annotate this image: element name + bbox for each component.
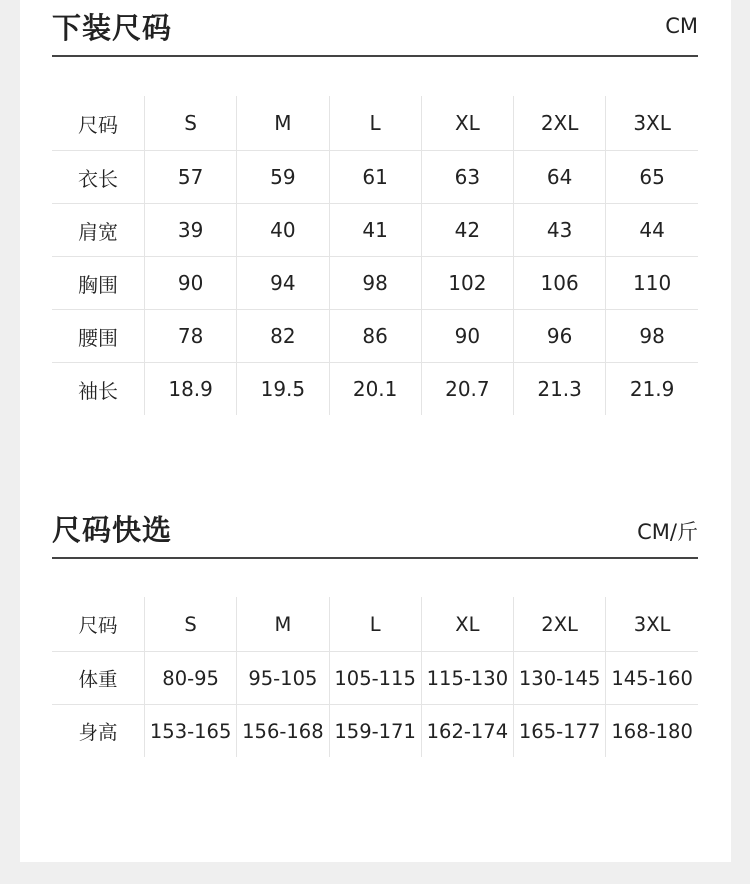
table-cell: 20.1 bbox=[329, 363, 421, 416]
table-cell: 21.9 bbox=[606, 363, 698, 416]
table-row bbox=[52, 257, 698, 310]
header-cell: 2XL bbox=[514, 597, 606, 652]
table-cell: 78 bbox=[145, 310, 237, 363]
table-cell: 20.7 bbox=[421, 363, 513, 416]
table-cell: 90 bbox=[145, 257, 237, 310]
unit-label: CM bbox=[665, 14, 698, 38]
header-cell: L bbox=[329, 597, 421, 652]
quick-size-section bbox=[52, 502, 698, 744]
table-cell: 98 bbox=[606, 310, 698, 363]
table-cell: 59 bbox=[237, 151, 329, 204]
header-cell: S bbox=[145, 96, 237, 151]
table-cell: 18.9 bbox=[145, 363, 237, 416]
header-cell: 尺码 bbox=[78, 112, 118, 137]
table-row bbox=[52, 705, 698, 758]
table-cell: 115-130 bbox=[421, 652, 513, 705]
section-title: 下装尺码 bbox=[52, 11, 173, 45]
table-cell: 106 bbox=[514, 257, 606, 310]
table-cell: 65 bbox=[606, 151, 698, 204]
table-cell: 82 bbox=[237, 310, 329, 363]
size-chart-card bbox=[20, 0, 731, 862]
row-label: 身高 bbox=[52, 705, 145, 758]
table-cell: 102 bbox=[421, 257, 513, 310]
table-cell: 145-160 bbox=[606, 652, 698, 705]
table-cell: 156-168 bbox=[237, 705, 329, 758]
table-cell: 105-115 bbox=[329, 652, 421, 705]
header-cell: L bbox=[329, 96, 421, 151]
section-title: 尺码快选 bbox=[52, 513, 173, 547]
table-row bbox=[52, 204, 698, 257]
table-cell: 40 bbox=[237, 204, 329, 257]
table-cell: 80-95 bbox=[145, 652, 237, 705]
table-cell: 57 bbox=[145, 151, 237, 204]
table-cell: 43 bbox=[514, 204, 606, 257]
table-cell: 96 bbox=[514, 310, 606, 363]
size-table bbox=[52, 96, 698, 415]
table-header-row bbox=[52, 96, 698, 151]
table-cell: 159-171 bbox=[329, 705, 421, 758]
header-cell: 3XL bbox=[606, 597, 698, 652]
header-cell: 尺码 bbox=[78, 614, 118, 637]
table-cell: 162-174 bbox=[421, 705, 513, 758]
header-cell: 3XL bbox=[606, 96, 698, 151]
table-row bbox=[52, 652, 698, 705]
table-cell: 98 bbox=[329, 257, 421, 310]
quick-size-table bbox=[52, 597, 698, 757]
table-cell: 130-145 bbox=[514, 652, 606, 705]
table-cell: 94 bbox=[237, 257, 329, 310]
table-cell: 63 bbox=[421, 151, 513, 204]
table-cell: 110 bbox=[606, 257, 698, 310]
unit-label: CM/斤 bbox=[637, 520, 698, 544]
table-cell: 64 bbox=[514, 151, 606, 204]
row-label: 肩宽 bbox=[52, 204, 145, 257]
section-header bbox=[52, 0, 698, 57]
header-cell: XL bbox=[421, 96, 513, 151]
table-cell: 153-165 bbox=[145, 705, 237, 758]
row-label: 腰围 bbox=[52, 310, 145, 363]
header-cell: M bbox=[237, 597, 329, 652]
bottoms-size-section bbox=[52, 0, 698, 403]
table-cell: 95-105 bbox=[237, 652, 329, 705]
table-cell: 165-177 bbox=[514, 705, 606, 758]
row-label: 衣长 bbox=[52, 151, 145, 204]
header-cell: M bbox=[237, 96, 329, 151]
table-row bbox=[52, 363, 698, 416]
row-label: 体重 bbox=[52, 652, 145, 705]
header-cell: 2XL bbox=[514, 96, 606, 151]
table-header-row bbox=[52, 597, 698, 652]
table-cell: 86 bbox=[329, 310, 421, 363]
table-cell: 21.3 bbox=[514, 363, 606, 416]
table-cell: 42 bbox=[421, 204, 513, 257]
section-header bbox=[52, 502, 698, 559]
table-cell: 90 bbox=[421, 310, 513, 363]
row-label: 胸围 bbox=[52, 257, 145, 310]
table-cell: 41 bbox=[329, 204, 421, 257]
table-cell: 19.5 bbox=[237, 363, 329, 416]
header-cell: XL bbox=[421, 597, 513, 652]
table-cell: 39 bbox=[145, 204, 237, 257]
table-cell: 168-180 bbox=[606, 705, 698, 758]
row-label: 袖长 bbox=[52, 363, 145, 416]
table-row bbox=[52, 151, 698, 204]
table-cell: 44 bbox=[606, 204, 698, 257]
table-row bbox=[52, 310, 698, 363]
table-cell: 61 bbox=[329, 151, 421, 204]
header-cell: S bbox=[145, 597, 237, 652]
